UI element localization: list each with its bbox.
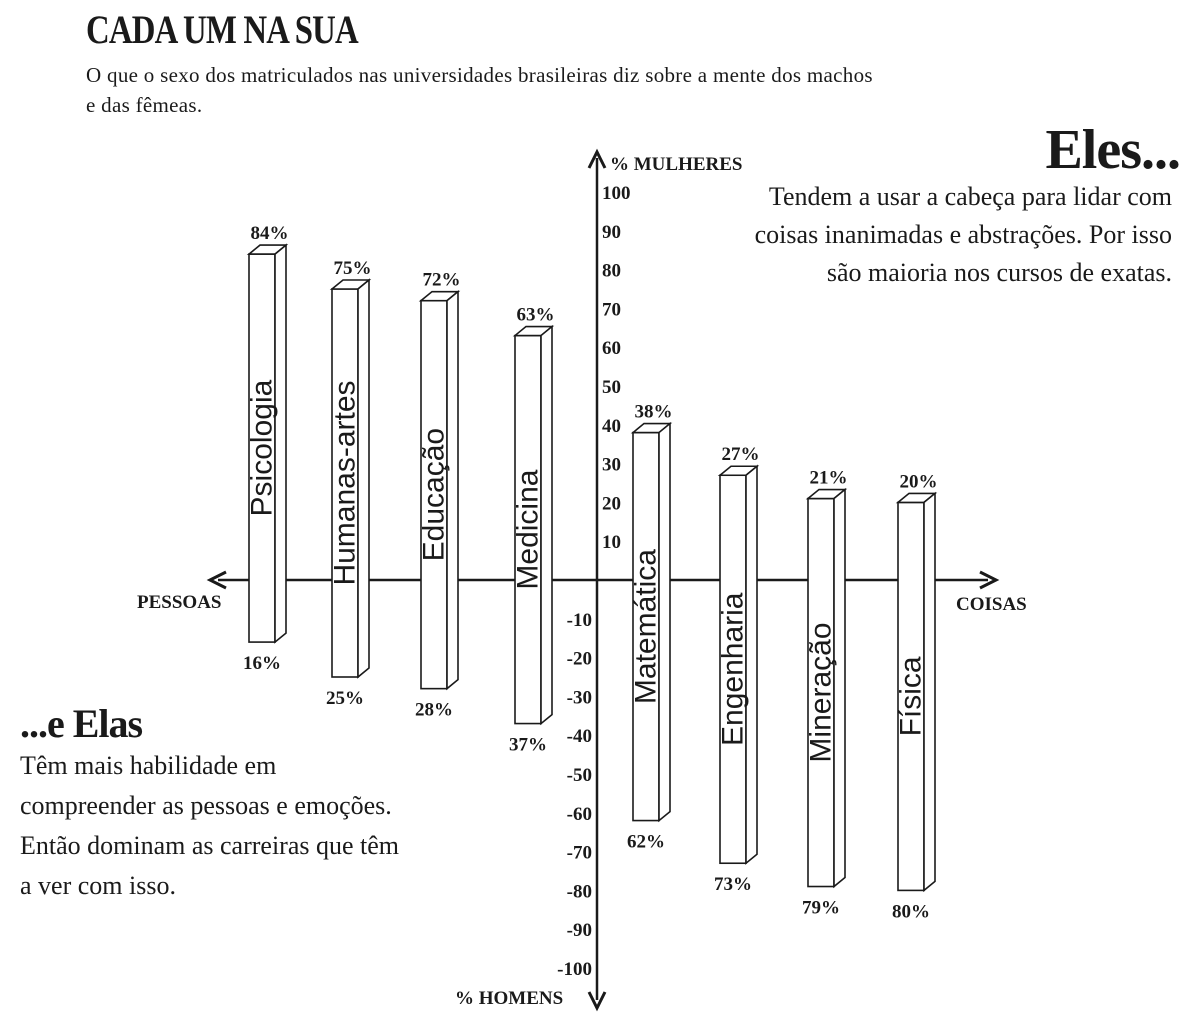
bar-women-value-label: 84% [250, 223, 289, 245]
y-axis-top-label: % MULHERES [610, 154, 743, 175]
chart-title: CADA UM NA SUA [86, 7, 358, 52]
bar-category-label: Humanas-artes [328, 380, 362, 586]
y-tick-label: -20 [566, 648, 592, 670]
y-tick-label: -60 [566, 803, 592, 825]
y-tick-label: 30 [602, 454, 621, 476]
y-tick-label: -90 [566, 920, 592, 942]
eles-heading: Eles... [1045, 119, 1180, 181]
bar-men-value-label: 37% [509, 734, 547, 756]
y-tick-label: -10 [566, 609, 592, 631]
bar-category-label: Psicologia [245, 379, 279, 517]
bar-category-label: Educação [417, 427, 451, 562]
bar-women-value-label: 72% [422, 269, 461, 291]
y-axis-bottom-label: % HOMENS [455, 988, 564, 1009]
y-tick-label: 20 [602, 493, 621, 515]
bar-men-value-label: 73% [714, 874, 752, 896]
bar-category-label: Medicina [511, 469, 545, 590]
y-tick-label: 90 [602, 221, 621, 243]
bar-category-label: Física [894, 656, 928, 737]
bar-men-value-label: 28% [415, 699, 453, 721]
chart-subtitle: O que o sexo dos matriculados nas universidades brasileiras diz sobre a mente dos machos e das fêmeas. [86, 63, 873, 117]
y-tick-label: 50 [602, 377, 621, 398]
bar-women-value-label: 63% [516, 304, 555, 326]
y-tick-label: -50 [566, 765, 592, 786]
bar-men-value-label: 79% [802, 897, 840, 919]
bar-women-value-label: 21% [809, 467, 848, 489]
y-tick-label: -40 [566, 726, 592, 748]
y-tick-label: -100 [557, 959, 592, 980]
bar-women-value-label: 27% [721, 444, 760, 466]
bar-women-value-label: 20% [899, 471, 938, 493]
bar-men-value-label: 80% [892, 901, 930, 923]
y-tick-label: 40 [602, 415, 621, 437]
y-tick-label: 70 [602, 299, 621, 321]
x-axis-left-label: PESSOAS [137, 592, 222, 613]
y-tick-label: 80 [602, 260, 621, 282]
x-axis-right-label: COISAS [956, 594, 1027, 615]
bar-category-label: Engenharia [716, 592, 750, 746]
y-tick-label: 100 [602, 183, 631, 204]
bar-women-value-label: 38% [634, 401, 673, 423]
bar-category-label: Matemática [629, 549, 663, 705]
eles-description: Tendem a usar a cabeça para lidar com coisas inanimadas e abstrações. Por isso são maioria nos cursos de exatas. [754, 182, 1172, 287]
bar-women-value-label: 75% [333, 258, 372, 279]
bar-men-value-label: 16% [243, 653, 281, 675]
y-tick-label: -80 [566, 881, 592, 903]
y-tick-label: 10 [602, 532, 621, 554]
bar-men-value-label: 62% [627, 831, 665, 853]
elas-heading: ...e Elas [20, 701, 143, 746]
elas-description: Têm mais habilidade em compreender as pessoas e emoções. Então dominam as carreiras que têm a ver com isso. [20, 751, 400, 900]
y-tick-label: 60 [602, 338, 621, 360]
y-tick-label: -30 [566, 687, 592, 709]
bar-category-label: Mineração [804, 622, 838, 763]
bar-men-value-label: 25% [326, 688, 364, 709]
y-tick-label: -70 [566, 842, 592, 864]
